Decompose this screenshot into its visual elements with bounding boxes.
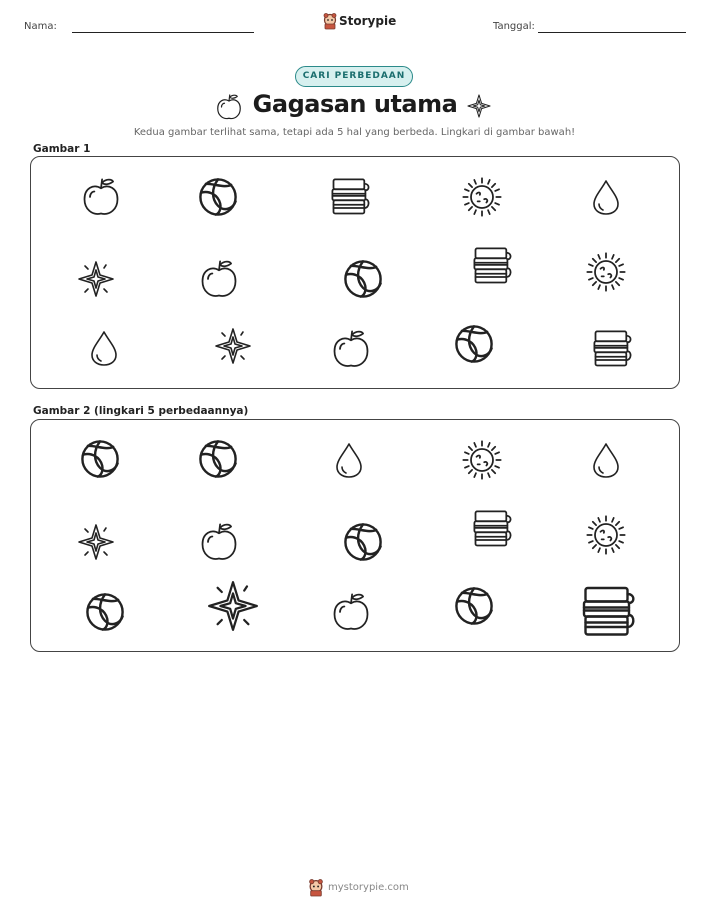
water-drop-icon[interactable] [84,328,124,368]
find-differences-badge: CARI PERBEDAAN [295,66,413,87]
instructions: Kedua gambar terlihat sama, tetapi ada 5 hal yang berbeda. Lingkari di gambar bawah! [133,127,576,138]
volleyball-icon[interactable] [341,257,385,301]
storypie-logo-icon [323,13,337,29]
footer-url[interactable]: mystorypie.com [328,882,409,893]
water-drop-icon[interactable] [586,177,626,217]
title-sparkle-icon [466,93,492,119]
sun-icon[interactable] [584,250,628,294]
volleyball-icon[interactable] [83,590,127,634]
volleyball-icon[interactable] [452,584,496,628]
water-drop-icon[interactable] [329,440,369,480]
sun-icon[interactable] [584,513,628,557]
sparkle-icon[interactable] [213,326,253,366]
volleyball-icon[interactable] [452,322,496,366]
apple-icon[interactable] [79,175,123,219]
sun-icon[interactable] [460,175,504,219]
page-title: Gagasan utama [252,90,458,118]
book-stack-icon[interactable] [470,507,514,551]
book-stack-icon[interactable] [590,327,634,371]
volleyball-icon[interactable] [341,520,385,564]
sun-icon[interactable] [460,438,504,482]
volleyball-icon[interactable] [196,175,240,219]
book-stack-icon[interactable] [470,244,514,288]
sparkle-icon[interactable] [205,578,261,634]
date-line[interactable] [538,32,686,33]
apple-icon[interactable] [329,590,373,634]
water-drop-icon[interactable] [586,440,626,480]
sparkle-icon[interactable] [76,522,116,562]
volleyball-icon[interactable] [78,437,122,481]
apple-icon[interactable] [329,327,373,371]
apple-icon[interactable] [197,257,241,301]
footer-logo-icon [308,879,324,896]
apple-icon[interactable] [197,520,241,564]
date-label: Tanggal: [493,21,535,32]
book-stack-icon[interactable] [578,582,638,642]
volleyball-icon[interactable] [196,437,240,481]
sparkle-icon[interactable] [76,259,116,299]
book-stack-icon[interactable] [328,175,372,219]
brand-name: Storypie [339,14,397,28]
name-line[interactable] [72,32,254,33]
picture-1-label: Gambar 1 [33,143,91,155]
picture-2-label: Gambar 2 (lingkari 5 perbedaannya) [33,405,249,417]
name-label: Nama: [24,21,57,32]
